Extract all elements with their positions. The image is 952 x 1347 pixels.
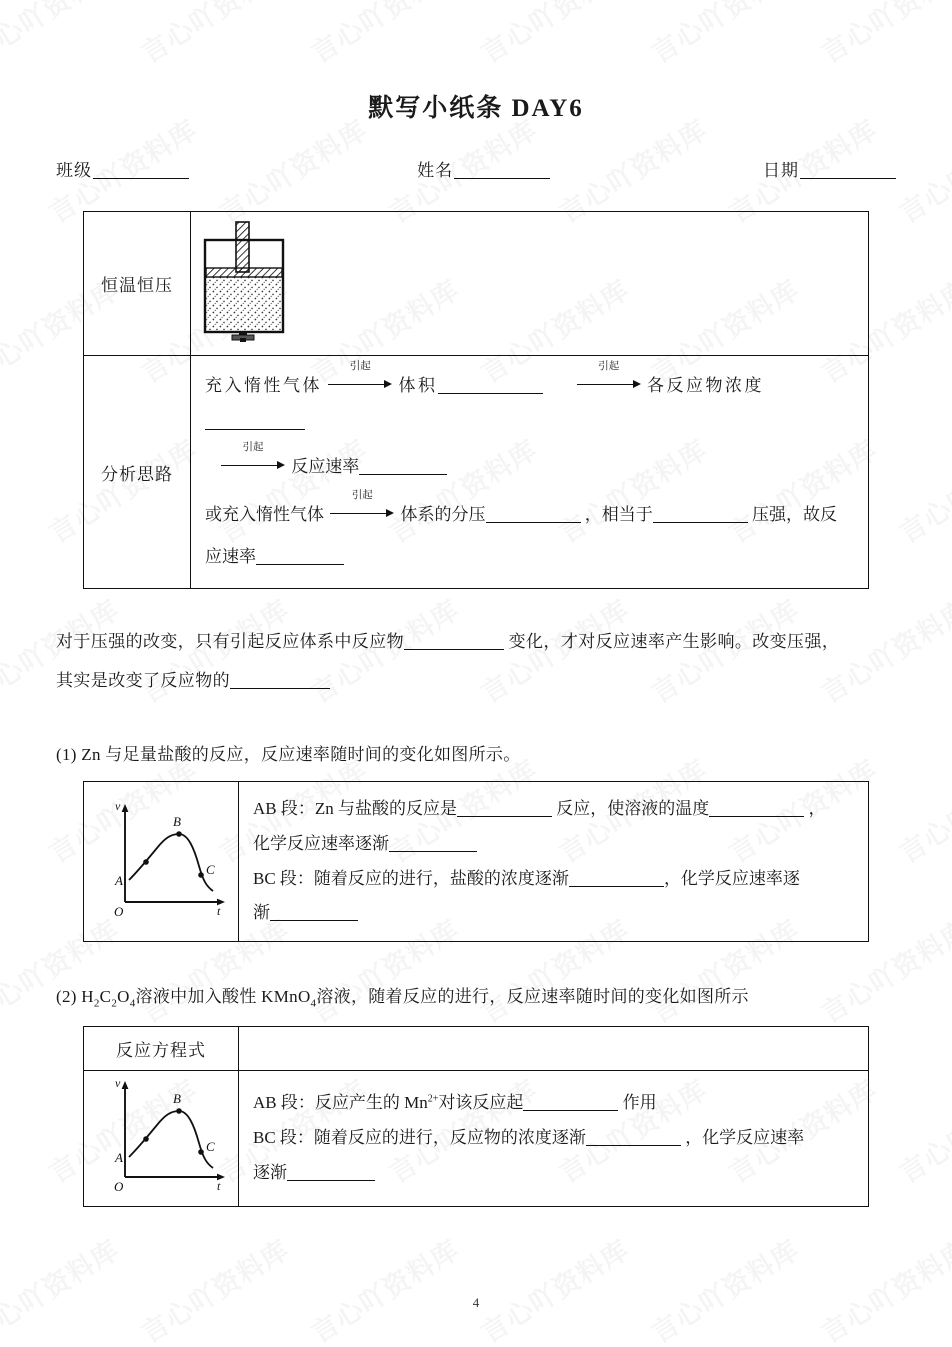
arrow-head bbox=[633, 380, 641, 388]
arrow-caption: 引起 bbox=[598, 361, 620, 372]
question-2-answer-cell bbox=[239, 1070, 869, 1206]
page-number: 4 bbox=[472, 1295, 480, 1310]
flow-line3-tail: 压强，故反 bbox=[752, 505, 837, 525]
page-title: 默写小纸条 DAY6 bbox=[368, 95, 584, 122]
svg-text:v: v bbox=[115, 799, 121, 814]
meta-spacer-1 bbox=[189, 156, 417, 181]
date-field bbox=[763, 156, 896, 181]
flow-line4-text: 应速率 bbox=[205, 546, 256, 566]
svg-text:t: t bbox=[217, 1178, 221, 1193]
q2-stem-part3: O bbox=[117, 987, 130, 1007]
q1-ab-comma: ， bbox=[808, 798, 826, 818]
flow-line2-text: 反应速率 bbox=[291, 457, 360, 477]
flow-line-3 bbox=[205, 490, 858, 533]
q2-blank-catalysis[interactable] bbox=[523, 1110, 618, 1111]
causes-arrow-3 bbox=[221, 442, 285, 471]
meta-row bbox=[56, 156, 896, 181]
date-blank[interactable] bbox=[800, 178, 896, 179]
q2-ab-mid: 对该反应起 bbox=[438, 1092, 524, 1112]
paragraph-part-2: 变化，才对反应速率产生影响。改变压强， bbox=[508, 632, 840, 652]
q2-sub1: 2 bbox=[93, 997, 100, 1010]
svg-text:A: A bbox=[115, 1149, 123, 1165]
q2-blank-concentration[interactable] bbox=[586, 1145, 681, 1146]
svg-text:O: O bbox=[114, 1178, 124, 1194]
table-row bbox=[84, 1026, 869, 1070]
analysis-flow-cell bbox=[191, 356, 869, 589]
q2-bc-line-1 bbox=[253, 1121, 856, 1156]
q1-ab-line-2 bbox=[253, 827, 856, 862]
svg-text:A: A bbox=[115, 873, 123, 889]
causes-arrow-4 bbox=[330, 490, 394, 519]
q1-blank-reaction-type[interactable] bbox=[457, 816, 552, 817]
q2-mn-charge: 2+ bbox=[427, 1093, 439, 1105]
equation-header-cell: 反应方程式 bbox=[84, 1026, 239, 1070]
q2-stem-part5: 溶液，随着反应的进行，反应速率随时间的变化如图所示 bbox=[316, 987, 749, 1007]
flow-line1-mid: 体积 bbox=[398, 376, 438, 395]
q2-sub4: 4 bbox=[310, 997, 317, 1010]
class-blank[interactable] bbox=[93, 178, 189, 179]
causes-arrow-1 bbox=[328, 361, 392, 390]
watermark-text bbox=[0, 1228, 126, 1347]
arrow-head bbox=[277, 461, 285, 469]
meta-spacer-2 bbox=[550, 156, 763, 181]
arrow-caption: 引起 bbox=[242, 442, 264, 454]
flow-blank-partial-pressure[interactable] bbox=[486, 522, 581, 523]
q2-bc-mid: ，化学反应速率 bbox=[685, 1127, 805, 1147]
watermark-text bbox=[132, 1228, 295, 1347]
flow-line-1 bbox=[205, 361, 858, 439]
rate-time-curve-svg-2 bbox=[95, 1077, 231, 1197]
flow-line1-end: 各反应物浓度 bbox=[647, 376, 764, 395]
svg-text:v: v bbox=[115, 1076, 121, 1090]
svg-text:B: B bbox=[173, 1090, 181, 1106]
arrow-shaft bbox=[221, 465, 278, 466]
watermark-text bbox=[472, 1228, 635, 1347]
q2-blank-rate[interactable] bbox=[287, 1180, 375, 1181]
q2-ab-tail: 作用 bbox=[622, 1092, 657, 1112]
flow-blank-equivalent[interactable] bbox=[653, 522, 748, 523]
table-row bbox=[84, 212, 869, 356]
class-label: 班级 bbox=[56, 161, 92, 180]
flow-line3-start: 或充入惰性气体 bbox=[205, 505, 324, 525]
arrow-head bbox=[386, 509, 394, 517]
watermark-text bbox=[642, 1228, 805, 1347]
question-2-stem bbox=[56, 982, 896, 1009]
rate-time-curve-chart bbox=[95, 1076, 231, 1201]
rate-time-curve-svg-1 bbox=[95, 796, 231, 924]
q1-blank-hcl-concentration[interactable] bbox=[569, 886, 664, 887]
flow-blank-concentration[interactable] bbox=[205, 429, 305, 430]
q1-bc-mid: ，化学反应速率逐 bbox=[663, 868, 800, 888]
causes-arrow-2 bbox=[577, 361, 641, 390]
watermark-text bbox=[302, 1228, 465, 1347]
q1-ab-mid: 反应，使溶液的温度 bbox=[556, 798, 710, 818]
paragraph-part-1: 对于压强的改变，只有引起反应体系中反应物 bbox=[56, 632, 404, 652]
conditions-table bbox=[83, 211, 869, 589]
question-1-stem: (1) Zn 与足量盐酸的反应，反应速率随时间的变化如图所示。 bbox=[56, 744, 521, 764]
class-field bbox=[56, 156, 189, 181]
paragraph-blank-2[interactable] bbox=[230, 688, 330, 689]
svg-text:B: B bbox=[173, 814, 181, 830]
q2-sub2: 2 bbox=[111, 997, 118, 1010]
q1-bc-line-1 bbox=[253, 862, 856, 897]
q2-stem-part4: 溶液中加入酸性 KMnO bbox=[135, 987, 311, 1007]
flow-line1-start: 充入惰性气体 bbox=[205, 376, 322, 395]
q1-ab-prefix: AB 段：Zn 与盐酸的反应是 bbox=[253, 798, 457, 818]
arrow-caption: 引起 bbox=[351, 490, 373, 502]
table-row bbox=[84, 1070, 869, 1206]
arrow-caption: 引起 bbox=[349, 361, 371, 372]
arrow-shaft bbox=[330, 513, 387, 514]
flow-line-2 bbox=[205, 442, 858, 485]
q2-ab-line bbox=[253, 1086, 856, 1121]
name-field bbox=[417, 156, 550, 181]
name-blank[interactable] bbox=[454, 178, 550, 179]
q2-bc-prefix: BC 段：随着反应的进行，反应物的浓度逐渐 bbox=[253, 1127, 586, 1147]
q1-bc-line2-text: 渐 bbox=[253, 903, 270, 923]
piston-container-svg bbox=[191, 220, 303, 342]
svg-text:O: O bbox=[114, 904, 124, 920]
name-label: 姓名 bbox=[417, 161, 454, 180]
paragraph-blank-1[interactable] bbox=[404, 649, 504, 650]
flow-blank-rate[interactable] bbox=[359, 474, 447, 475]
q1-ab-line-1 bbox=[253, 792, 856, 827]
question-1-answer-cell bbox=[239, 781, 869, 941]
watermark-text bbox=[812, 1228, 952, 1347]
q2-stem-part1: (2) H bbox=[56, 987, 94, 1007]
arrow-head bbox=[384, 380, 392, 388]
pressure-explanation-paragraph bbox=[56, 623, 896, 700]
q2-bc-line2-text: 逐渐 bbox=[253, 1162, 287, 1182]
q1-blank-rate-2[interactable] bbox=[270, 920, 358, 921]
q2-bc-line-2 bbox=[253, 1156, 856, 1191]
flow-line3-comma: ，相当于 bbox=[584, 505, 653, 525]
rate-time-curve-chart bbox=[95, 799, 231, 928]
q1-blank-rate[interactable] bbox=[389, 851, 477, 852]
flow-blank-rate-2[interactable] bbox=[256, 564, 344, 565]
apparatus-figure-cell bbox=[191, 212, 869, 356]
question-2-table bbox=[83, 1026, 869, 1207]
q1-bc-line-2 bbox=[253, 896, 856, 931]
table-row bbox=[84, 356, 869, 589]
analysis-label-cell: 分析思路 bbox=[84, 356, 191, 589]
q1-blank-temperature[interactable] bbox=[709, 816, 804, 817]
flow-blank-volume[interactable] bbox=[438, 393, 543, 394]
svg-text:C: C bbox=[206, 862, 215, 878]
condition-label-cell: 恒温恒压 bbox=[84, 212, 191, 356]
piston-container-icon bbox=[191, 327, 303, 346]
question-1-table bbox=[83, 781, 869, 942]
arrow-shaft bbox=[328, 384, 385, 385]
svg-text:C: C bbox=[206, 1138, 215, 1154]
paragraph-part-3: 其实是改变了反应物的 bbox=[56, 670, 230, 690]
q2-ab-prefix: AB 段：反应产生的 Mn bbox=[253, 1092, 428, 1112]
equation-answer-cell[interactable] bbox=[239, 1026, 869, 1070]
question-2-chart-cell bbox=[84, 1070, 239, 1206]
q1-ab-line2-text: 化学反应速率逐渐 bbox=[253, 833, 389, 853]
flow-line-4 bbox=[205, 539, 858, 575]
q2-sub3: 4 bbox=[129, 997, 136, 1010]
date-label: 日期 bbox=[763, 161, 799, 180]
q2-stem-part2: C bbox=[99, 987, 112, 1007]
arrow-shaft bbox=[577, 384, 634, 385]
table-row bbox=[84, 781, 869, 941]
flow-line3-mid: 体系的分压 bbox=[400, 505, 486, 525]
q1-bc-prefix: BC 段：随着反应的进行，盐酸的浓度逐渐 bbox=[253, 868, 569, 888]
question-1-chart-cell bbox=[84, 781, 239, 941]
svg-text:t: t bbox=[217, 904, 221, 919]
